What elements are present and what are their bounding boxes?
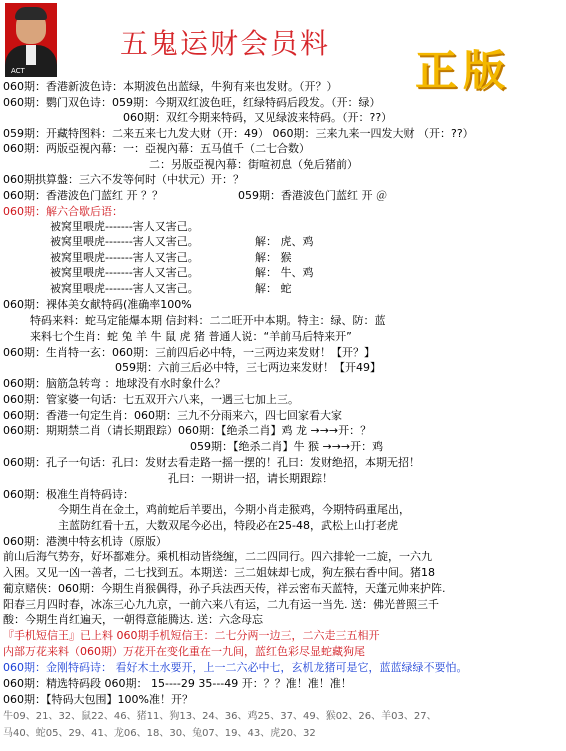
photo-caption: ACT [11,67,25,75]
genuine-badge: 正版 [415,46,512,95]
text-line: 060期：【特码大包围】100%准！开？ [3,693,193,706]
text-line: 060期：精选特码段 060期： 15----29 35---49 开：？？准！准！准！ [3,677,352,690]
text-line: 060期：极准生肖特码诗： [3,488,134,501]
text-line: 060期：管家婆一句话：七五双开六八来，一遇三七加上三。 [3,393,299,406]
text-line: 解： 牛、鸡 [255,266,314,279]
text-line: 来料七个生肖：蛇 兔 羊 牛 鼠 虎 猪 普通人说：“羊前马后特来开” [30,330,352,343]
text-line: 060期：双红今期来特码，又见绿波来特码。（开：??） [123,111,393,124]
text-line: 今期生肖在金土，鸡前蛇后羊要出，今期小肖走猴鸡，今期特码重尾出， [58,503,410,516]
text-line: 葡京赌侠：060期：今期生肖猴偶得，孙子兵法西天传，祥云密布天蓝特，天蓬元帅来护阵. [3,582,446,595]
text-line: 被窝里喂虎-------害人又害己。 [50,282,199,295]
text-line: 059期：六前三后必中特，三七两边来发财！【开49】 [115,361,381,374]
text-line: 牛09、21、32、鼠22、46、猪11、狗13、24、36、鸡25、37、49、猴02、26、羊03、27、 [3,711,437,722]
text-line: 马40、蛇05、29、41、龙06、18、30、兔07、19、43、虎20、32 [3,728,316,739]
text-line: 被窝里喂虎-------害人又害己。 [50,251,199,264]
text-line: 060期：港澳中特玄机诗（原版） [3,535,167,548]
text-line: 060期：裸体美女献特码(准确率100% [3,298,192,311]
text-line: 060期：香港新波色诗：本期波色出蓝绿，牛狗有来也发财。（开？） [3,80,338,93]
text-line: 酸：今期生肖红遍天，一朝得意能腾达. 送：六念母忘 [3,613,263,626]
text-line: 060期拱算盤：三六不发等何时（中状元）开：？ [3,173,244,186]
text-line: 060期：金刚特码诗： 看好木土水要开，上一二六必中七，玄机龙猪可是它，蓝蓝绿绿不要怕。 [3,661,468,674]
text-line: 『手机短信王』已上料 060期手机短信王：二七分两一边三，二六走三五相开 [3,629,380,642]
text-line: 解： 蛇 [255,282,292,295]
text-line: 060期：孔子一句话：孔曰：发财去看走路一摇一摆的！孔曰：发财绝招，本期无招！ [3,456,420,469]
text-line: 060期：期期禁二肖（请长期跟踪）060期：【绝杀二肖】鸡 龙 →→→开：？ [3,424,372,437]
text-line: 060期：香港一句定生肖：060期：三九不分雨来六，四七回家看大家 [3,409,342,422]
author-photo [5,3,57,77]
text-line: 特码来料：蛇马定能爆本期 信封料：二二旺开中本期。特主：绿、防：蓝 [30,314,386,327]
text-line: 060期：脑筋急转弯 ：地球没有水时象什么？ [3,377,226,390]
text-line: 060期：生肖特一玄：060期：三前四后必中特，一三两边来发财！【开？】 [3,346,375,359]
text-line: 孔曰：一期讲一招，请长期跟踪！ [168,472,333,485]
text-line: 阳春三月四时春，冰冻三心九九京，一前六来八有运，二九有运一当先. 送：佛光普照三千 [3,598,439,611]
page-title: 五鬼运财会员料 [120,27,331,60]
text-line: 二：另版亞視內幕：街喧初息（免后猪前） [149,158,358,171]
text-line: 被窝里喂虎-------害人又害己。 [50,235,199,248]
text-line: 059期：开藏特图料：二来五来七九发大财（开：49） 060期：三来九来一四发大财 （开：??） [3,127,474,140]
text-line: 被窝里喂虎-------害人又害己。 [50,220,199,233]
text-line: 060期：香港波色门蓝红 开 ？？ [3,189,163,202]
text-line: 被窝里喂虎-------害人又害己。 [50,266,199,279]
text-line: 解： 猴 [255,251,292,264]
text-line: 前山后海气势夯，好坏都难分。乘机相动皆绕缠，二二四同行。四六排轮一二旋，一六九 [3,550,432,563]
text-line: 060期：两版亞視內幕：一：亞視內幕：五马值千（二七合数） [3,142,310,155]
text-line: 主蓝防红看十五，大数双尾今必出，特段必在25-48，武松上山打老虎 [58,519,398,532]
text-line: 内部万花来料（060期）万花开在变化重在一九间，蓝红色彩尽显蛇藏狗尾 [3,645,365,658]
text-line: 059期：香港波色门蓝红 开 ＠ [238,189,387,202]
text-line: 059期：【绝杀二肖】牛 猴 →→→开：鸡 [190,440,384,453]
text-line: 解： 虎、鸡 [255,235,314,248]
text-line: 入困。又见一凶一善者，二七找到五。本期送：三二姐妹却七成，狗左猴右香中间。猪18 [3,566,435,579]
text-line: 060期：鹦门双色诗：059期：今期双红波色旺，红绿特码后段发。（开：绿） [3,96,381,109]
text-line: 060期：解六合歇后语： [3,205,123,218]
